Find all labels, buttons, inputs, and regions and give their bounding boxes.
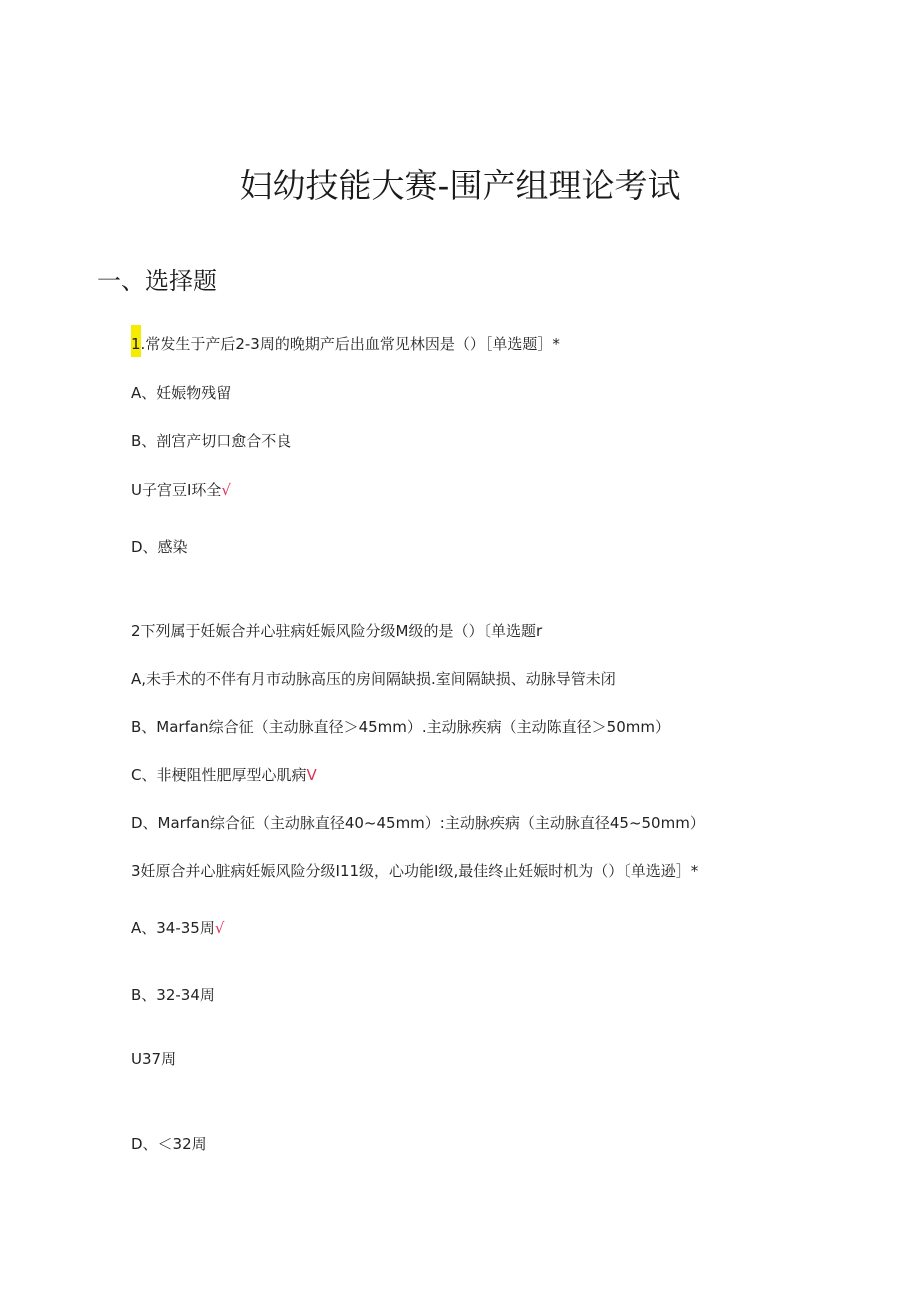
section-heading: 一、选择题 [97, 267, 217, 295]
question-1-option-c-text: U子宫豆I环全 [131, 481, 222, 499]
question-2-option-c-text: C、非梗阻性肥厚型心肌病 [131, 766, 307, 784]
question-1-option-d: D、感染 [131, 538, 188, 556]
question-3-option-d: D、＜32周 [131, 1135, 207, 1153]
question-1-number-highlight: 1 [131, 325, 141, 357]
correct-answer-mark: √ [221, 481, 231, 499]
question-2-option-b: B、Marfan综合征（主动脉直径＞45mm）.主动脉疾病（主动陈直径＞50mm） [131, 718, 670, 736]
question-1-option-c [131, 479, 231, 501]
question-1-option-b: B、剖宫产切口愈合不良 [131, 432, 292, 450]
question-2-option-d: D、Marfan综合征（主动脉直径40~45mm）:主动脉疾病（主动脉直径45~50mm） [131, 814, 705, 832]
question-1-text: .常发生于产后2-3周的晚期产后出血常见林因是（）［单选题］* [140, 335, 560, 353]
correct-answer-mark: √ [214, 919, 225, 937]
question-3-option-a-text: A、34-35周 [131, 919, 215, 937]
question-3-option-a [131, 917, 224, 939]
question-3-stem: 3妊原合并心脏病妊娠风险分级I11级，心功能I级,最佳终止妊娠时机为（）〔单选逊］* [131, 862, 699, 880]
question-1-stem [131, 333, 560, 355]
exam-title: 妇幼技能大赛-围产组理论考试 [239, 166, 681, 205]
correct-answer-mark: V [306, 766, 317, 784]
question-2-stem: 2下列属于妊娠合并心驻病妊娠风险分级M级的是（）〔单选题r [131, 622, 543, 640]
question-2-option-a: A,未手术的不伴有月市动脉高压的房间隔缺损.室间隔缺损、动脉导管未闭 [131, 670, 616, 688]
question-2-option-c [131, 764, 317, 786]
question-3-option-b: B、32-34周 [131, 986, 215, 1004]
question-3-option-c: U37周 [131, 1050, 177, 1068]
question-1-option-a: A、妊娠物残留 [131, 384, 232, 402]
